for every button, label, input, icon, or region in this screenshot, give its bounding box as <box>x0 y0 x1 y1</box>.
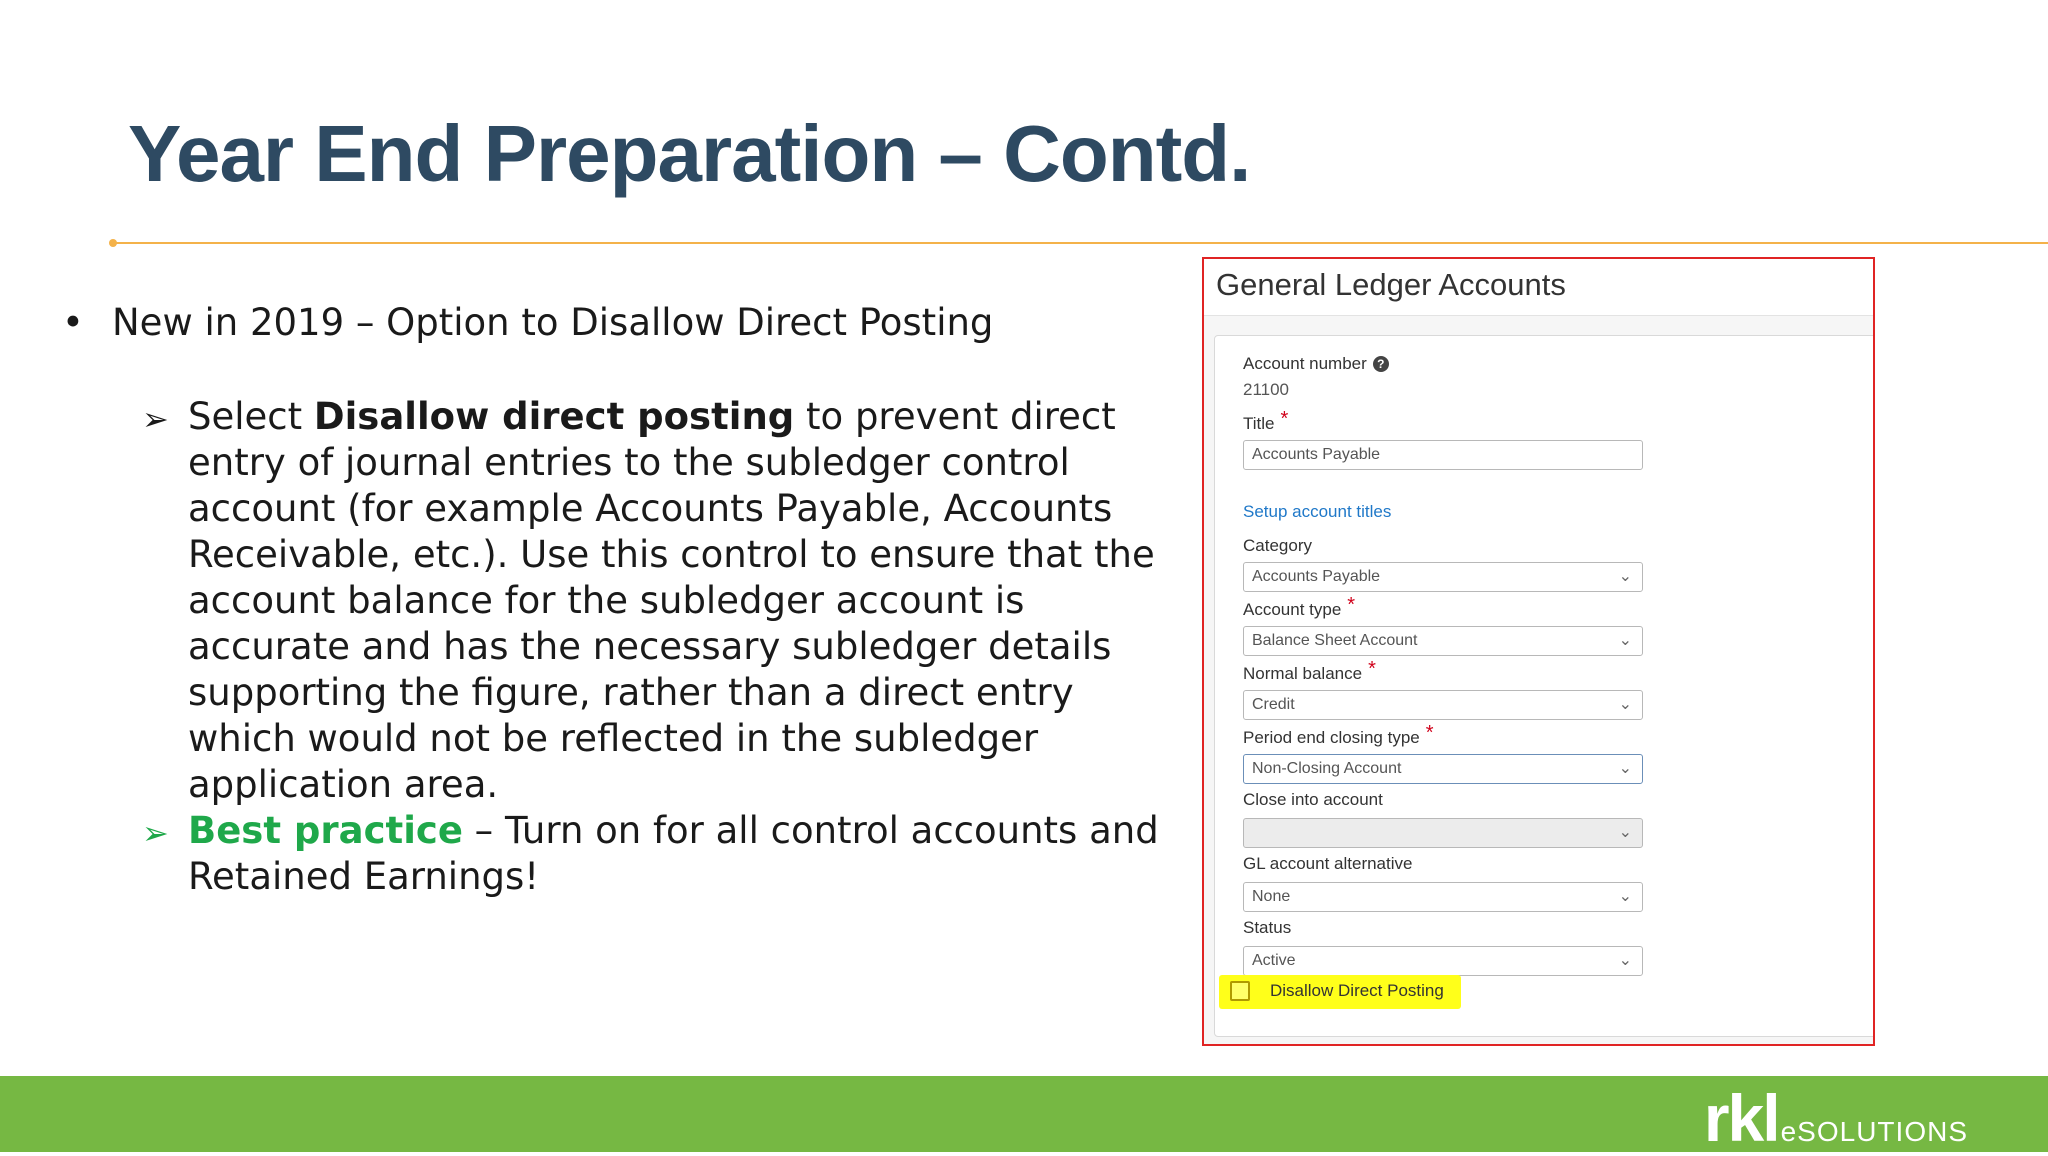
disallow-direct-posting-label[interactable]: Disallow Direct Posting <box>1270 981 1444 1000</box>
title-input[interactable]: Accounts Payable <box>1243 440 1643 470</box>
account-type-select[interactable]: Balance Sheet Account ⌄ <box>1243 626 1643 656</box>
close-into-account-select[interactable] <box>1243 818 1643 848</box>
slide-title: Year End Preparation – Contd. <box>128 109 1251 198</box>
sub2-post: – Turn on for all control accounts and Retained Earnings! <box>188 809 1159 898</box>
required-asterisk: * <box>1368 658 1376 680</box>
close-into-account-label: Close into account <box>1243 790 1383 809</box>
disallow-direct-posting-checkbox[interactable] <box>1230 981 1250 1001</box>
chevron-down-icon: ⌄ <box>1618 952 1632 969</box>
chevron-down-icon: ⌄ <box>1618 568 1632 585</box>
period-end-closing-type-select[interactable]: Non-Closing Account ⌄ <box>1243 754 1643 784</box>
normal-balance-select[interactable]: Credit ⌄ <box>1243 690 1643 720</box>
account-type-label: Account type * <box>1243 594 1356 619</box>
status-select[interactable]: Active ⌄ <box>1243 946 1643 976</box>
question-circle-icon[interactable]: ? <box>1373 356 1389 372</box>
main-bullet-text: New in 2019 – Option to Disallow Direct Posting <box>112 301 994 344</box>
gl-account-alternative-select[interactable]: None ⌄ <box>1243 882 1643 912</box>
title-rule-dot <box>109 239 117 247</box>
best-practice-label: Best practice <box>188 809 463 852</box>
panel-header <box>1204 259 1873 316</box>
sub1-bold: Disallow direct posting <box>313 395 795 438</box>
arrowhead-right-icon: ➢ <box>142 400 169 438</box>
required-asterisk: * <box>1280 408 1289 430</box>
sub-bullet-best-practice-text <box>188 808 1188 900</box>
setup-account-titles-link[interactable]: Setup account titles <box>1243 502 1392 521</box>
title-label: Title * <box>1243 408 1289 433</box>
chevron-down-icon: ⌄ <box>1618 696 1632 713</box>
account-number-label: Account number ? <box>1243 354 1389 374</box>
sub1-pre: Select <box>188 395 314 438</box>
required-asterisk: * <box>1347 594 1356 616</box>
category-select[interactable]: Accounts Payable ⌄ <box>1243 562 1643 592</box>
chevron-down-icon: ⌄ <box>1618 760 1632 777</box>
panel-title: General Ledger Accounts <box>1216 267 1566 302</box>
logo-main: rkl <box>1703 1081 1779 1155</box>
category-label: Category <box>1243 536 1312 555</box>
arrowhead-right-icon: ➢ <box>142 814 169 852</box>
title-rule <box>112 242 2048 244</box>
rkl-esolutions-logo <box>1703 1080 1968 1155</box>
gl-accounts-screenshot <box>1202 257 1875 1046</box>
required-asterisk: * <box>1425 722 1434 744</box>
gl-account-alternative-label: GL account alternative <box>1243 854 1413 873</box>
chevron-down-icon: ⌄ <box>1618 824 1632 841</box>
period-end-closing-type-label: Period end closing type * <box>1243 722 1434 747</box>
sub-bullet-disallow-text <box>188 394 1188 808</box>
logo-sub: eSOLUTIONS <box>1780 1116 1968 1147</box>
normal-balance-label: Normal balance * <box>1243 658 1376 683</box>
status-label: Status <box>1243 918 1292 937</box>
account-number-value: 21100 <box>1243 380 1290 399</box>
chevron-down-icon: ⌄ <box>1618 888 1632 905</box>
chevron-down-icon: ⌄ <box>1618 632 1632 649</box>
account-form <box>1214 335 1875 1037</box>
bullet-dot-icon: • <box>62 301 84 344</box>
sub1-post: to prevent direct entry of journal entries to the subledger control account (for example Accounts Payable, Accounts Receivable, etc.). Use this control to ensure that the account balance for the subledger account is accurate and has the necessary subledger details supporting the figure, rather than a direct entry which would not be reflected in the subledger application area. <box>188 395 1155 806</box>
